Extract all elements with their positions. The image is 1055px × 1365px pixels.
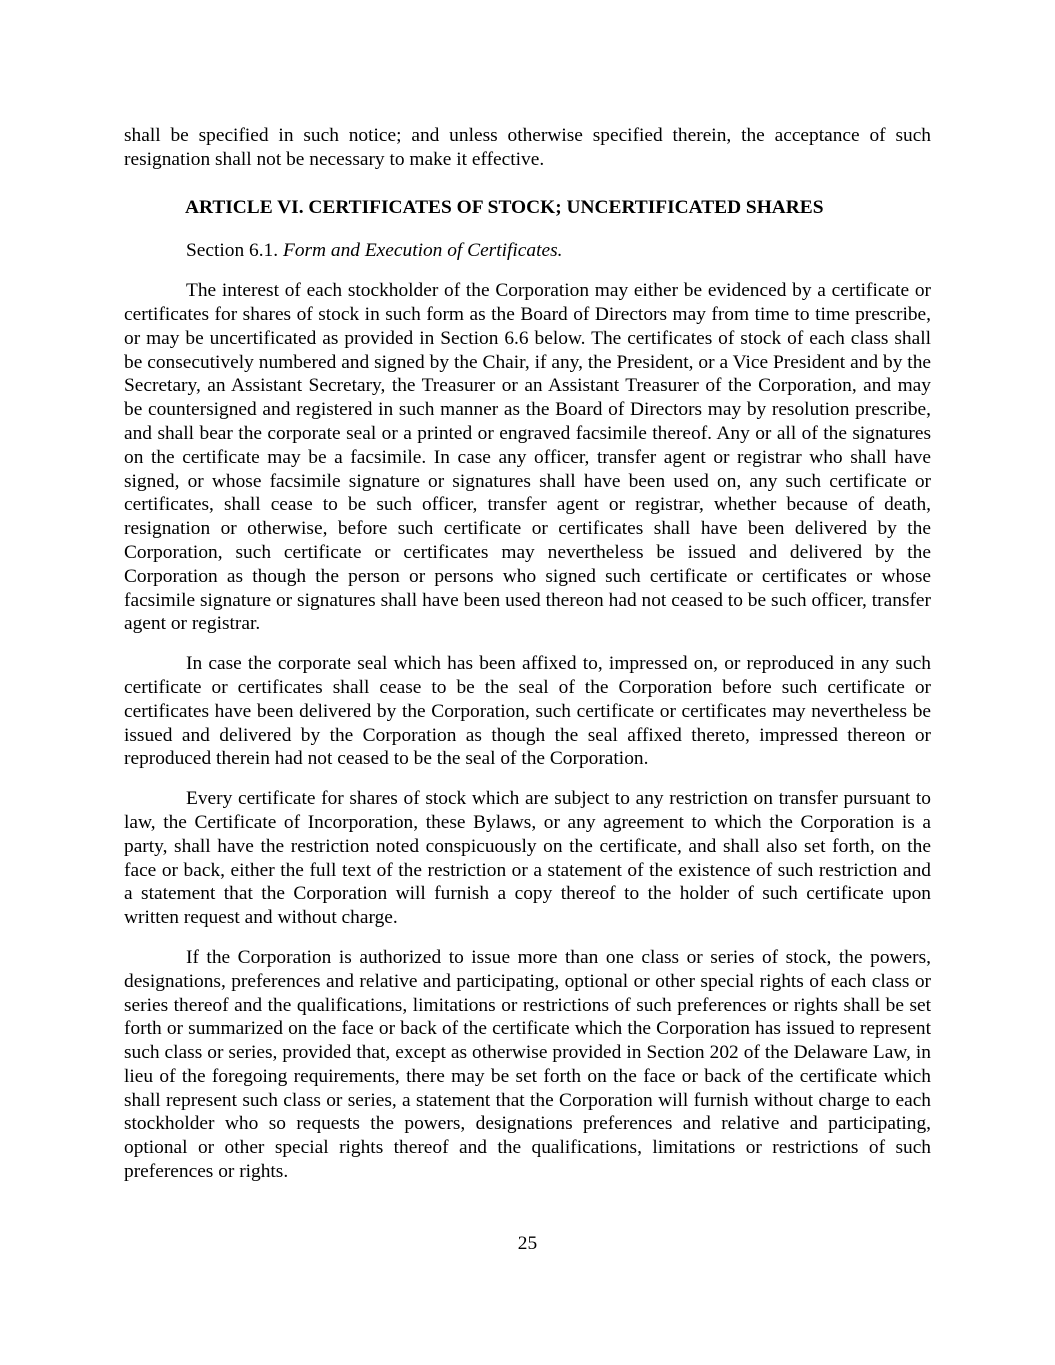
paragraph-transfer-restriction: Every certificate for shares of stock which are subject to any restriction on transfer pursuant to law, the Certificate of Incorporation, these Bylaws, or any agreement to which the Corporation is a party, shall have the restriction noted conspicuously on the certificate, and shall also set forth, on the face or back, either the full text of the restriction or a statement of the existence of such restriction and a statement that the Corporation will furnish a copy thereof to the holder of such certificate upon written request and without charge. [124, 788, 931, 929]
document-body [124, 124, 931, 1184]
paragraph-corporate-seal: In case the corporate seal which has been affixed to, impressed on, or reproduced in any such certificate or certificates shall cease to be the seal of the Corporation before such certificate or certificates have been delivered by the Corporation, such certificate or certificates may nevertheless be issued and delivered by the Corporation as though the seal affixed thereto, impressed thereon or reproduced therein had not ceased to be the seal of the Corporation. [124, 653, 931, 770]
section-title: Form and Execution of Certificates. [282, 240, 563, 262]
section-heading [186, 239, 931, 263]
article-heading: ARTICLE VI. CERTIFICATES OF STOCK; UNCERTIFICATED SHARES [185, 196, 824, 218]
paragraph-form-execution: The interest of each stockholder of the Corporation may either be evidenced by a certificate or certificates for shares of stock in such form as the Board of Directors may from time to time prescribe, or may be uncertificated as provided in Section 6.6 below. The certificates of stock of each class shall be consecutively numbered and signed by the Chair, if any, the President, or a Vice President and by the Secretary, an Assistant Secretary, the Treasurer or an Assistant Treasurer of the Corporation, and may be countersigned and registered in such manner as the Board of Directors may by resolution prescribe, and shall bear the corporate seal or a printed or engraved facsimile thereof. Any or all of the signatures on the certificate may be a facsimile. In case any officer, transfer agent or registrar who shall have signed, or whose facsimile signature or signatures shall have been used on, any such certificate or certificates, shall cease to be such officer, transfer agent or registrar, whether because of death, resignation or otherwise, before such certificate or certificates shall have been delivered by the Corporation, such certificate or certificates may nevertheless be issued and delivered by the Corporation as though the person or persons who signed such certificate or certificates or whose facsimile signature or signatures shall have been used thereon had not ceased to be such officer, transfer agent or registrar. [124, 280, 931, 635]
section-number: Section 6.1. [186, 240, 279, 262]
continuation-paragraph: shall be specified in such notice; and unless otherwise specified therein, the acceptance of such resignation shall not be necessary to make it effective. [124, 125, 931, 170]
paragraph-class-series: If the Corporation is authorized to issue more than one class or series of stock, the powers, designations, preferences and relative and participating, optional or other special rights of each class or series thereof and the qualifications, limitations or restrictions of such preferences or rights shall be set forth or summarized on the face or back of the certificate which the Corporation has issued to represent such class or series, provided that, except as otherwise provided in Section 202 of the Delaware Law, in lieu of the foregoing requirements, there may be set forth on the face or back of the certificate which shall represent such class or series, a statement that the Corporation will furnish without charge to each stockholder who so requests the powers, designations preferences and relative and participating, optional or other special rights thereof and the qualifications, limitations or restrictions of such preferences or rights. [124, 946, 931, 1183]
page-number: 25 [517, 1233, 538, 1254]
